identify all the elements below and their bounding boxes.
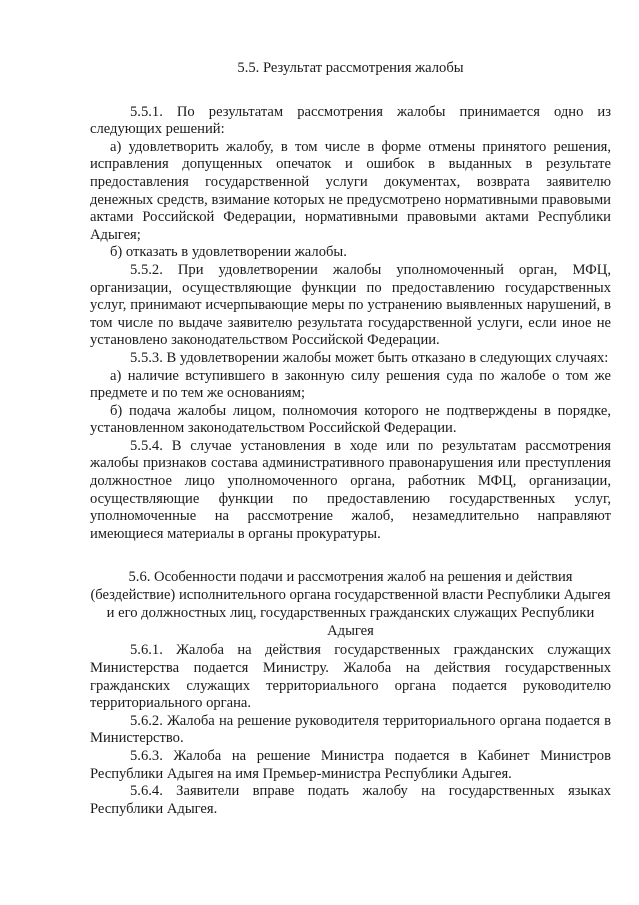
paragraph-5-5-1-a: а) удовлетворить жалобу, в том числе в форме отмены принятого решения, исправления допущенных опечаток и ошибок в выданных в результате предоставления государственной услуги документах, возврата заявителю денежных средств, взимание которых не предусмотрено нормативными правовыми актами Российской Федерации, нормативными правовыми актами Республики Адыгея; xyxy=(90,138,611,243)
paragraph-5-6-4: 5.6.4. Заявители вправе подать жалобу на государственных языках Республики Адыгея. xyxy=(90,783,611,817)
section-5-6-title: 5.6. Особенности подачи и рассмотрения жалоб на решения и действия (бездействие) исполнительного органа государственной власти Республики Адыгея и его должностных лиц, государственных гражданских служащих Республики Адыгея xyxy=(90,569,611,640)
paragraph-5-5-3: 5.5.3. В удовлетворении жалобы может быть отказано в следующих случаях: xyxy=(130,349,609,366)
paragraph-5-5-4: 5.5.4. В случае установления в ходе или по результатам рассмотрения жалобы признаков состава административного правонарушения или преступления должностное лицо уполномоченного органа, работник МФЦ, организации, осуществляющие функции по предоставлению государственных услуг, уполномоченные на рассмотрение жалоб, незамедлительно направляют имеющиеся материалы в органы прокуратуры. xyxy=(90,437,611,542)
paragraph-5-6-3: 5.6.3. Жалоба на решение Министра подается в Кабинет Министров Республики Адыгея на имя Премьер-министра Республики Адыгея. xyxy=(90,748,611,782)
paragraph-5-5-3-a: а) наличие вступившего в законную силу решения суда по жалобе о том же предмете и по тем же основаниям; xyxy=(90,367,611,402)
section-spacer xyxy=(90,543,611,566)
paragraph-5-5-1-b: б) отказать в удовлетворении жалобы. xyxy=(110,244,347,261)
paragraph-5-5-3-b: б) подача жалобы лицом, полномочия которого не подтверждены в порядке, установленном законодательством Российской Федерации. xyxy=(90,402,611,437)
paragraph-5-6-1: 5.6.1. Жалоба на действия государственных гражданских служащих Министерства подается Министру. Жалоба на действия государственных гражданских служащих территориального органа подается руководителю территориального органа. xyxy=(90,642,611,712)
section-5-5-title: 5.5. Результат рассмотрения жалобы xyxy=(237,60,464,76)
paragraph-5-5-2: 5.5.2. При удовлетворении жалобы уполномоченный орган, МФЦ, организации, осуществляющие функции по предоставлению государственных услуг, принимают исчерпывающие меры по устранению выявленных нарушений, в том числе по выдаче заявителю результата государственной услуги, если иное не установлено законодательством Российской Федерации. xyxy=(90,261,611,349)
paragraph-5-6-2: 5.6.2. Жалоба на решение руководителя территориального органа подается в Министерство. xyxy=(90,712,611,747)
paragraph-5-5-1: 5.5.1. По результатам рассмотрения жалобы принимается одно из следующих решений: xyxy=(90,103,611,138)
